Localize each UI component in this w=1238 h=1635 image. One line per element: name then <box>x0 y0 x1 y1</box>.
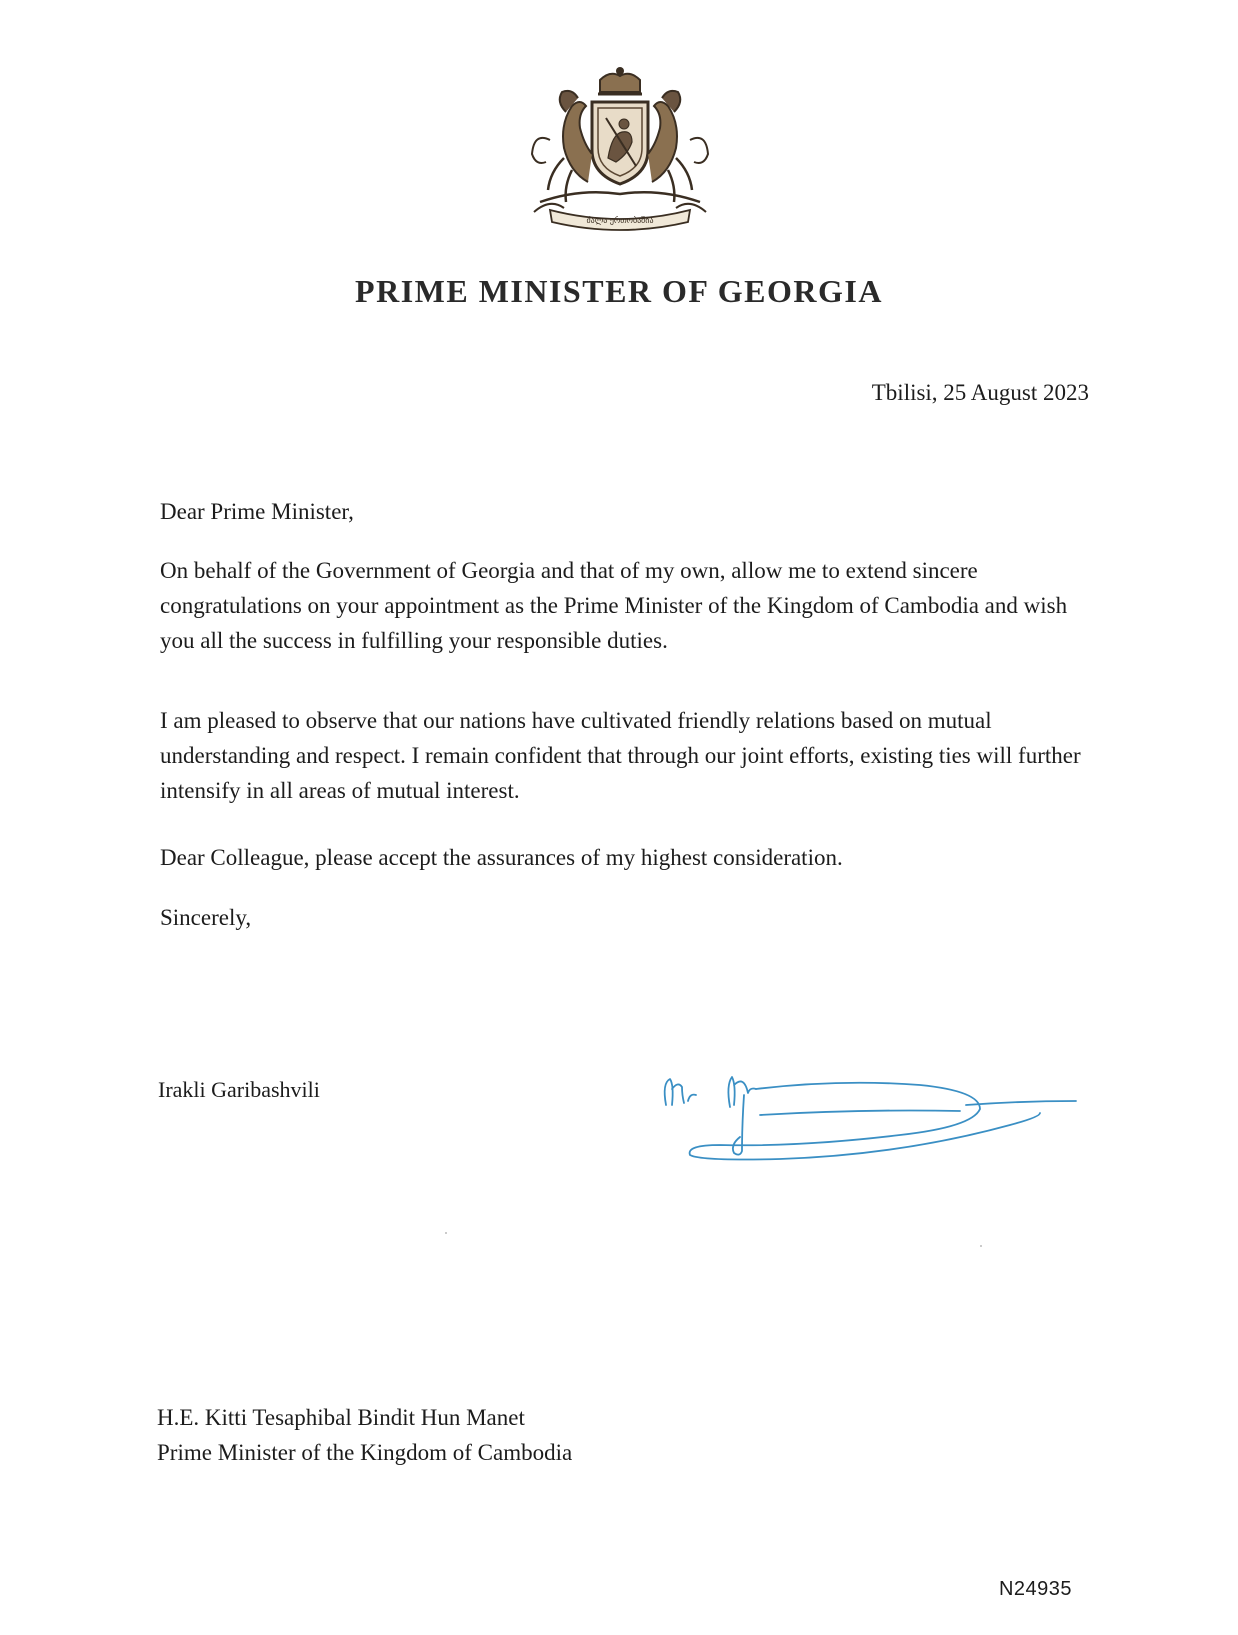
closing: Sincerely, <box>160 905 252 930</box>
paper-speck <box>445 1232 447 1234</box>
letterhead-title: PRIME MINISTER OF GEORGIA <box>355 273 883 309</box>
letter-date: Tbilisi, 25 August 2023 <box>871 380 1089 405</box>
coat-of-arms-emblem <box>520 62 720 232</box>
paragraph-relations: I am pleased to observe that our nations have cultivated friendly relations based on mutual understanding and respect. I remain confident that through our joint efforts, existing ties will further intensify in all areas of mutual interest. <box>160 708 1081 803</box>
reference-number: N24935 <box>998 1578 1072 1600</box>
paper-speck <box>980 1245 982 1247</box>
paragraph-assurances: Dear Colleague, please accept the assurances of my highest consideration. <box>160 845 843 870</box>
salutation: Dear Prime Minister, <box>160 499 354 524</box>
paragraph-congratulations: On behalf of the Government of Georgia and that of my own, allow me to extend sincere congratulations on your appointment as the Prime Minister of the Kingdom of Cambodia and wish you all the success in fulfilling your responsible duties. <box>160 558 1068 653</box>
recipient-title: Prime Minister of the Kingdom of Cambodia <box>157 1440 573 1465</box>
recipient-block <box>157 1400 572 1470</box>
signer-name: Irakli Garibashvili <box>158 1077 320 1102</box>
emblem-motto: ძალა ერთობაშია <box>586 216 654 225</box>
handwritten-signature <box>660 1065 1080 1165</box>
recipient-name: H.E. Kitti Tesaphibal Bindit Hun Manet <box>157 1405 525 1430</box>
